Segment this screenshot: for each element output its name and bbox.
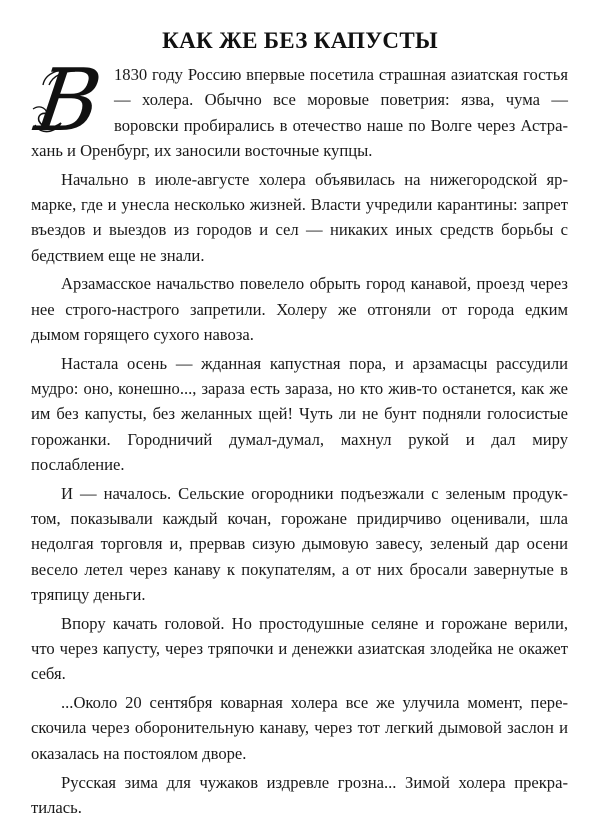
article-title: КАК ЖЕ БЕЗ КАПУСТЫ <box>162 28 438 53</box>
drop-cap <box>29 51 108 151</box>
drop-cap-letter: В <box>29 51 108 151</box>
paragraph-7: ...Около 20 сентября коварная холера все же улучила момент, перескочила через оборонительную канаву, через тот легкий дымовой заслон и оказалась на постоялом дворе. <box>31 693 568 763</box>
paragraph-4: Настала осень — жданная капустная пора, и арзамасцы рассудили мудро: оно, конешно..., зараза есть зараза, но кто жив-то останется, как же им без капусты, без желанных щей! Чуть ли не бунт подняли голосистые горожанки. Городничий думал-думал, махнул рукой и дал миру послабление. <box>31 353 568 474</box>
article-body <box>29 51 568 824</box>
paragraph-6: Впору качать головой. Но простодушные селяне и горожане верили, что через капусту, через тряпочки и денежки азиатская злодейка не окажет себя. <box>31 613 568 684</box>
paragraph-2: Начально в июле-августе холера объявилась на нижегородской ярмарке, где и унесла несколько жизней. Власти учредили карантины: запрет въездов и выездов из городов и сел — никаких иных средств борьбы с бедствием еще не знали. <box>31 169 568 265</box>
paragraph-5: И — началось. Сельские огородники подъезжали с зеленым продуктом, показывали каждый кочан, горожане придирчиво оценивали, шла недолгая торговля и, прервав сизую дымовую завесу, зеленый дар осени весело летел через канаву к покупателям, а от них бросали завернутые в тряпицу деньги. <box>31 483 568 604</box>
paragraph-1-text: 1830 году Россию впервые посетила страшная азиатская гостья — холера. Обычно все моровые поветрия: язва, чума — воровски пробирались в отечество наше по Волге через Астрахань и Оренбург, их заносили восточные купцы. <box>31 65 568 160</box>
paragraph-8: Русская зима для чужаков издревле грозна... Зимой холера прекратилась. <box>31 772 568 817</box>
paragraph-3: Арзамасское начальство повелело обрыть город канавой, проезд через нее строго-настрого запретили. Холеру же отгоняли от города едким дымом горящего сухого навоза. <box>31 274 568 344</box>
paragraph-1 <box>29 51 568 163</box>
